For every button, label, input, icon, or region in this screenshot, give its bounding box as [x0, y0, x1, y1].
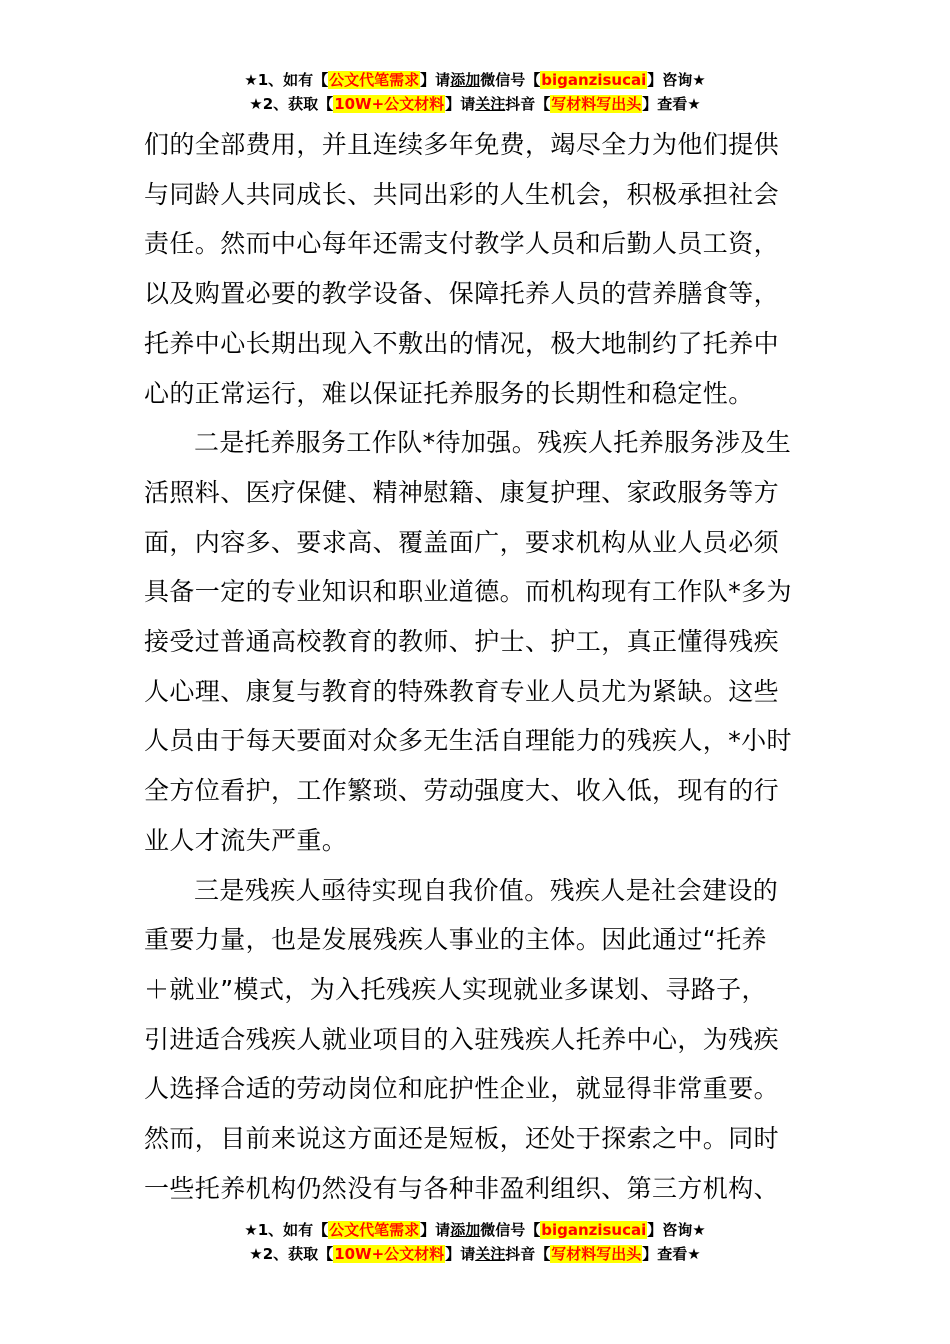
banner-line-2: ★2、获取【10W+公文材料】请关注抖音【写材料写出头】查看★: [249, 95, 701, 113]
text-line: 业人才流失严重。: [144, 825, 348, 855]
text-line: ＋就业”模式，为入托残疾人实现就业多谋划、寻路子，: [144, 974, 767, 1004]
banner-line-1: ★1、如有【公文代笔需求】请添加微信号【biganzisucai】咨询★: [244, 71, 706, 89]
text-line: 面，内容多、要求高、覆盖面广，要求机构从业人员必须: [144, 527, 780, 557]
text-line: 人员由于每天要面对众多无生活自理能力的残疾人，*小时: [144, 726, 792, 756]
paragraph-start-line: 三是残疾人亟待实现自我价值。残疾人是社会建设的: [194, 875, 779, 905]
text-line: 活照料、医疗保健、精神慰籍、康复护理、家政服务等方: [144, 477, 780, 507]
text-line: 然而，目前来说这方面还是短板，还处于探索之中。同时: [144, 1124, 780, 1154]
document-body: [144, 120, 809, 1213]
footer-banner: [0, 1218, 950, 1266]
text-line: 们的全部费用，并且连续多年免费，竭尽全力为他们提供: [144, 130, 780, 159]
highlight-douyin: 写材料写出头: [551, 1245, 642, 1263]
highlight-wechat-id: biganzisucai: [541, 71, 647, 89]
highlight-service: 公文代笔需求: [329, 1221, 420, 1239]
text-line: 一些托养机构仍然没有与各种非盈利组织、第三方机构、: [144, 1173, 780, 1203]
text-line: 责任。然而中心每年还需支付教学人员和后勤人员工资，: [144, 229, 780, 259]
text-line: 全方位看护，工作繁琐、劳动强度大、收入低，现有的行: [144, 776, 780, 806]
text-line: 人心理、康复与教育的特殊教育专业人员尤为紧缺。这些: [144, 676, 780, 706]
text-line: 人选择合适的劳动岗位和庇护性企业，就显得非常重要。: [144, 1074, 780, 1104]
highlight-wechat-id: biganzisucai: [541, 1221, 647, 1239]
banner-line-2: ★2、获取【10W+公文材料】请关注抖音【写材料写出头】查看★: [249, 1245, 701, 1263]
text-line: 与同龄人共同成长、共同出彩的人生机会，积极承担社会: [144, 179, 780, 209]
text-line: 接受过普通高校教育的教师、护士、护工，真正懂得残疾: [144, 627, 780, 657]
text-line: 以及购置必要的教学设备、保障托养人员的营养膳食等，: [144, 279, 780, 309]
text-line: 引进适合残疾人就业项目的入驻残疾人托养中心，为残疾: [144, 1024, 780, 1054]
text-line: 心的正常运行，难以保证托养服务的长期性和稳定性。: [144, 378, 754, 408]
highlight-materials: 10W+公文材料: [334, 1245, 445, 1263]
highlight-materials: 10W+公文材料: [334, 95, 445, 113]
text-line: 重要力量，也是发展残疾人事业的主体。因此通过“托养: [144, 925, 767, 955]
text-line: 托养中心长期出现入不敷出的情况，极大地制约了托养中: [144, 328, 780, 358]
banner-line-1: ★1、如有【公文代笔需求】请添加微信号【biganzisucai】咨询★: [244, 1221, 706, 1239]
header-banner: [0, 68, 950, 116]
highlight-douyin: 写材料写出头: [551, 95, 642, 113]
highlight-service: 公文代笔需求: [329, 71, 420, 89]
paragraph-start-line: 二是托养服务工作队*待加强。残疾人托养服务涉及生: [194, 428, 792, 458]
text-line: 具备一定的专业知识和职业道德。而机构现有工作队*多为: [144, 577, 792, 607]
